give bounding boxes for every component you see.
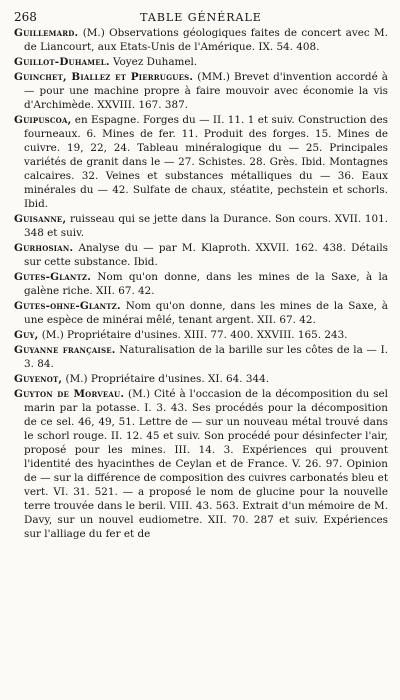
entry-headword: Guy, <box>14 329 39 341</box>
entry-headword: Gutes-ohne-Glantz. <box>14 300 121 312</box>
index-entry <box>14 328 388 342</box>
index-entries <box>14 26 388 541</box>
entry-text: (M.) Cité à l'occasion de la décomposition du sel marin par la potasse. I. 3. 43. Ses procédés pour la décomposition de ce sel. 46, 49, 51. Lettre de — sur un nouveau métal trouvé dans le schorl rouge. II. 12. 45 et suiv. Son procédé pour désinfecter l'air, proposé pour les mines. III. 14. 3. Expériences qui prouvent l'identité des hyacinthes de Ceylan et de France. V. 26. 97. Opinion de — sur la différence de composition des cuivres carbonatés bleu et vert. VI. 31. 521. — a proposé le nom de glucine pour la nouvelle terre trouvée dans le beril. VIII. 43. 563. Extrait d'un mémoire de M. Davy, sur un nouvel eudiometre. XII. 70. 287 et suiv. Expériences sur l'alliage du fer et de <box>24 388 388 540</box>
entry-headword: Guillemard. <box>14 27 79 39</box>
entry-text: (M.) Propriétaire d'usines. XI. 64. 344. <box>62 373 270 385</box>
entry-headword: Guinchet, Biallez et Pierrugues. <box>14 71 194 83</box>
entry-headword: Gutes-Glantz. <box>14 271 92 283</box>
entry-text: Naturalisation de la barille sur les côtes de la — I. 3. 84. <box>24 344 388 370</box>
index-entry <box>14 387 388 541</box>
entry-text: en Espagne. Forges du — II. 11. 1 et suiv. Construction des fourneaux. 6. Mines de fer. 11. Produit des forges. 15. Mines de cuivre. 19, 22, 24. Tableau minéralogique du — 25. Principales variétés de granit dans le — 27. Schistes. 28. Grès. Ibid. Montagnes calcaires. 32. Veines et substances métalliques du — 36. Eaux minérales du — 42. Sulfate de chaux, stéatite, pechstein et schorls. Ibid. <box>24 114 388 210</box>
entry-headword: Guisanne, <box>14 213 67 225</box>
entry-text: (M.) Propriétaire d'usines. XIII. 77. 400. XXVIII. 165. 243. <box>38 329 348 341</box>
index-entry <box>14 299 388 327</box>
index-entry <box>14 343 388 371</box>
entry-headword: Gurhosian. <box>14 242 74 254</box>
running-title: TABLE GÉNÉRALE <box>140 11 262 24</box>
entry-text: ruisseau qui se jette dans la Durance. Son cours. XVII. 101. 348 et suiv. <box>24 213 388 239</box>
index-entry <box>14 270 388 298</box>
entry-headword: Guillot-Duhamel. <box>14 56 110 68</box>
entry-text: Nom qu'on donne, dans les mines de la Saxe, à la galène riche. XII. 67. 42. <box>24 271 388 297</box>
index-entry <box>14 212 388 240</box>
entry-text: (M.) Observations géologiques faites de concert avec M. de Liancourt, aux Etats-Unis de l'Amérique. IX. 54. 408. <box>24 27 388 53</box>
entry-text: (MM.) Brevet d'invention accordé à — pour une machine propre à faire mouvoir avec économie la vis d'Archimède. XXVIII. 167. 387. <box>24 71 388 111</box>
entry-headword: Guyton de Morveau. <box>14 388 125 400</box>
index-entry <box>14 372 388 386</box>
entry-text: Analyse du — par M. Klaproth. XXVII. 162. 438. Détails sur cette substance. Ibid. <box>24 242 388 268</box>
entry-headword: Guyenot, <box>14 373 63 385</box>
page-header <box>14 10 388 24</box>
entry-headword: Guipuscoa, <box>14 114 72 126</box>
index-entry <box>14 241 388 269</box>
index-entry <box>14 113 388 211</box>
index-entry <box>14 55 388 69</box>
page-number: 268 <box>14 10 37 24</box>
index-entry <box>14 26 388 54</box>
entry-text: Voyez Duhamel. <box>109 56 198 68</box>
index-entry <box>14 70 388 112</box>
entry-headword: Guyanne française. <box>14 344 116 356</box>
entry-text: Nom qu'on donne, dans les mines de la Saxe, à une espèce de minérai mêlé, tenant argent. XII. 67. 42. <box>24 300 388 326</box>
